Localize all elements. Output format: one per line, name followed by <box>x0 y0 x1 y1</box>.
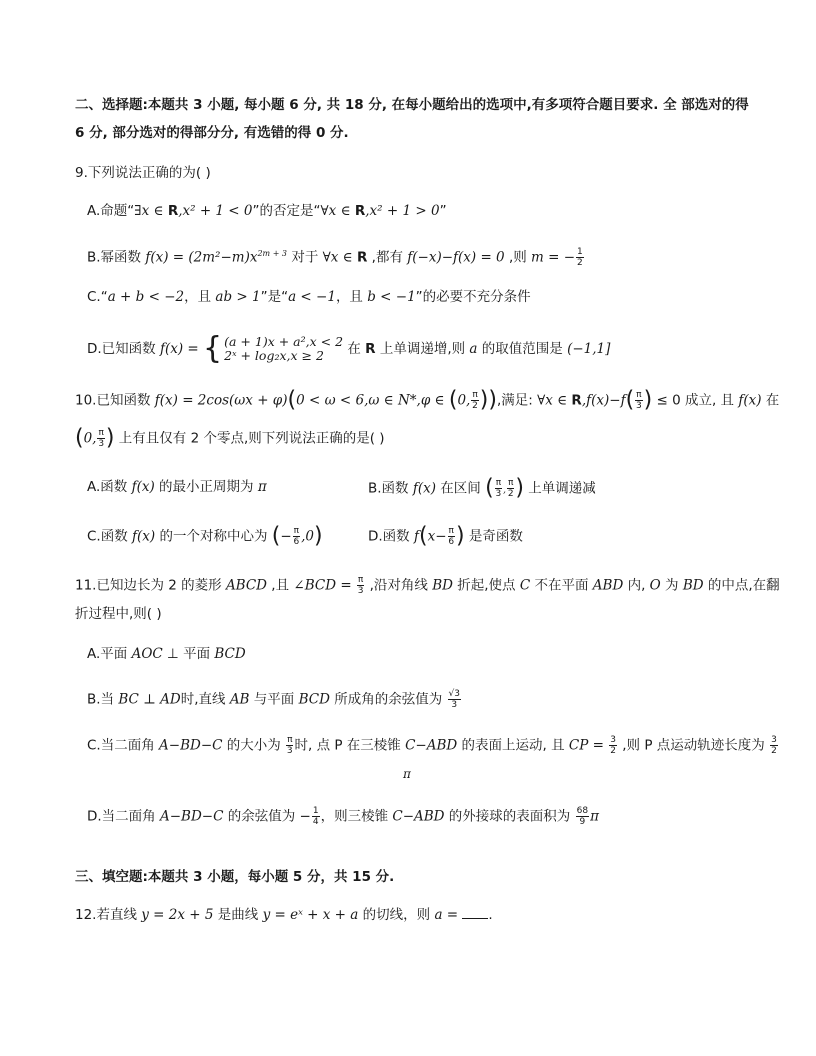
question-10-stem-line-1: 10.已知函数 f(x) = 2cos(ωx + φ)(0 < ω < 6,ω ∈ N*,φ ∈ (0, $\frac{\pi}{2}$ )),满足: ∀x ∈ R,f(x)−f( $\frac{\pi}{3}$ ) ≤ 0 成立, 且 f(x) 在 <box>75 387 780 413</box>
question-11-option-b: B.当 BC ⊥ AD时,直线 AB 与平面 BCD 所成角的余弦值为 $\frac{√3}{3}$ <box>87 689 460 710</box>
question-11-option-c: C.当二面角 A−BD−C 的大小为 $\frac{\pi}{3}$ 时, 点 P 在三棱锥 C−ABD 的表面上运动, 且 CP = $\frac{3}{2}$ ,则 P 点运动轨迹长度为 $\frac{3}{2}$ <box>87 735 777 756</box>
question-10-option-b: B.函数 f(x) 在区间 ( $\frac{\pi}{3}$ , $\frac{\pi}{2}$ ) 上单调递减 <box>368 475 596 501</box>
question-9-option-a: A.命题“∃x ∈ R,x² + 1 < 0”的否定是“∀x ∈ R,x² + 1 > 0” <box>87 203 447 219</box>
question-11-option-c-pi: π <box>403 767 411 781</box>
question-10-option-c: C.函数 f(x) 的一个对称中心为 (− $\frac{\pi}{6}$ ,0) <box>87 523 323 549</box>
question-10-option-a: A.函数 f(x) 的最小正周期为 π <box>87 479 267 495</box>
question-12: 12.若直线 y = 2x + 5 是曲线 y = eˣ + x + a 的切线，则 a = . <box>75 907 493 923</box>
question-9-option-b: B.幂函数 $f(x) = (2m^2-m)x^{2m + 3}$ 对于 ∀x ∈ R ,都有 f(−x)−f(x) = 0 ,则 m = − $\frac{1}{2}$ <box>87 247 583 268</box>
answer-blank[interactable] <box>462 906 488 919</box>
question-10-stem-line-2: (0, $\frac{\pi}{3}$ ) 上有且仅有 2 个零点,则下列说法正确的是( ) <box>75 425 385 451</box>
question-11-option-a: A.平面 AOC ⊥ 平面 BCD <box>87 646 246 662</box>
question-9-option-c: C.“a + b < −2，且 ab > 1”是“a < −1，且 b < −1”的必要不充分条件 <box>87 289 531 305</box>
question-9-stem: 9.下列说法正确的为( ) <box>75 165 211 181</box>
question-11-stem-line-2: 折过程中,则( ) <box>75 606 162 622</box>
question-9-option-d: D.已知函数 f(x) = { (a + 1)x + a²,x < 2 2ˣ + log₂x,x ≥ 2 在 R 上单调递增,则 a 的取值范围是 (−1,1] <box>87 331 611 366</box>
question-11-option-d: D.当二面角 A−BD−C 的余弦值为 − $\frac{1}{4}$ ，则三棱锥 C−ABD 的外接球的表面积为 $\frac{68}{9}$ π <box>87 806 599 827</box>
section-2-instruction-line-2: 6 分, 部分选对的得部分分, 有选错的得 0 分. <box>75 125 349 141</box>
question-10-option-d: D.函数 f(x− $\frac{\pi}{6}$ ) 是奇函数 <box>368 523 523 549</box>
section-2-instruction-line-1: 二、选择题:本题共 3 小题, 每小题 6 分, 共 18 分, 在每小题给出的选项中,有多项符合题目要求. 全 部选对的得 <box>75 97 749 113</box>
section-3-instruction: 三、填空题:本题共 3 小题，每小题 5 分，共 15 分. <box>75 869 395 885</box>
question-11-stem-line-1: 11.已知边长为 2 的菱形 ABCD ,且 ∠BCD = $\frac{\pi}{3}$ ,沿对角线 BD 折起,使点 C 不在平面 ABD 内, O 为 BD 的中点,在翻 <box>75 575 780 596</box>
